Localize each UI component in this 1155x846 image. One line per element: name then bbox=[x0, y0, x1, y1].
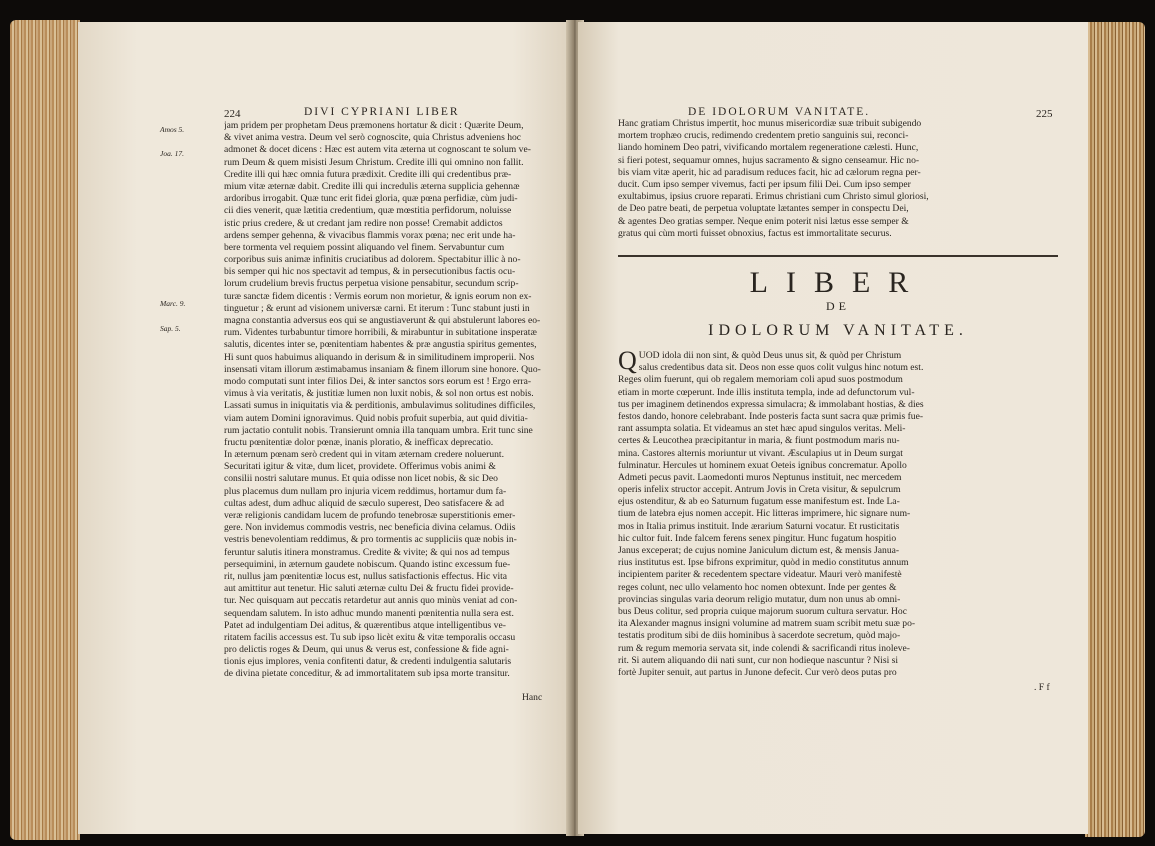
text-line: tionis ejus implores, venia confitenti datur, & credenti indulgentia salutaris bbox=[224, 656, 512, 668]
text-line: tur. Nec quisquam aut peccatis retardetur aut annis quo minùs veniat ad con- bbox=[224, 595, 518, 607]
text-line: Hi sunt quos habuimus aliquando in derisum & in similitudinem improperii. Nos bbox=[224, 351, 535, 363]
text-line: incipientem pariter & recedentem spectare videatur. Mauri verò manifestè bbox=[618, 569, 902, 581]
text-line: istic prius credere, & ut credant jam redire non posse! Cremabit addictos bbox=[224, 217, 503, 229]
text-line: & agentes Deo gratias semper. Neque enim poterit nisi lætus esse semper & bbox=[618, 215, 909, 227]
text-line: In æternum pœnam serò credent qui in vitam æternam credere noluerunt. bbox=[224, 449, 504, 461]
left-page bbox=[78, 22, 572, 834]
text-line: bus Deus colitur, sed propria cuique majorum suorum cultura servatur. Hoc bbox=[618, 605, 907, 617]
text-line: plus placemus dum nullam pro injuria vicem reddimus, hortamur dum fa- bbox=[224, 485, 507, 497]
title-de: DE bbox=[826, 299, 850, 313]
text-line: rant assumpta solatia. Et videamus an stet hæc apud singulos veritas. Meli- bbox=[618, 423, 906, 435]
text-line: sequendam salutem. In isto adhuc mundo manenti pœnitentia nulla sera est. bbox=[224, 607, 514, 619]
text-line: certes & Leucothea præcipitantur in maria, & fiunt postmodum maris nu- bbox=[618, 435, 900, 447]
text-line: ejus ostenditur, & ab eo Saturnum fugatum esse manifestum est. Inde La- bbox=[618, 496, 900, 508]
text-line: ita Alexander magnus insigni volumine ad matrem suam scribit metu suæ po- bbox=[618, 618, 916, 630]
text-line: consilii nostri salutare munus. Et quia odisse non licet nobis, & sic Deo bbox=[224, 473, 498, 485]
text-line: feruntur salutis itinera monstramus. Credite & vivite; & qui nos ad tempus bbox=[224, 546, 510, 558]
signature-mark: . F f bbox=[1034, 682, 1050, 693]
right-body-text bbox=[618, 346, 1058, 679]
text-line: bis viam vitæ aperit, hic ad paradisum reduces facit, hic ad cælorum regna per- bbox=[618, 166, 921, 178]
text-line: salus credentibus data sit. Deos non esse quos colit vulgus hinc notum est. bbox=[638, 362, 924, 374]
text-line: fructu pœnitentiæ dolor pœnæ, inanis ploratio, & inefficax deprecatio. bbox=[224, 436, 494, 448]
book-title: LIBER bbox=[749, 266, 927, 299]
text-line: operis infelix structor accepit. Antrum Jovis in Creta visitur, & sepulcrum bbox=[618, 484, 901, 496]
text-line: rum Deum & quem misisti Jesum Christum. Credite illi qui omnino non fallit. bbox=[224, 156, 524, 168]
text-line: festos dando, honore celebrabant. Inde posteris facta sunt sacra quæ primis fue- bbox=[618, 410, 924, 422]
catchword: Hanc bbox=[522, 692, 543, 703]
text-line: magna constantia adversus eos qui se angustiaverunt & qui abstulerunt labores eo- bbox=[224, 315, 541, 326]
text-line: cii dies venerit, quæ lætitia credentium, quæ mœstitia perfidorum, noluisse bbox=[224, 205, 512, 217]
text-line: de Deo patre beati, de perpetua voluptate lætantes semper in conspectu Dei, bbox=[618, 203, 909, 215]
text-line: pro delictis roges & Deum, qui unus & verus est, confessione & fide agni- bbox=[224, 644, 509, 656]
text-line: reges colunt, nec ullo velamento hoc nomen obtexunt. Inde per gentes & bbox=[618, 581, 897, 593]
text-line: Reges olim fuerunt, qui ob regalem memoriam coli apud suos postmodum bbox=[618, 374, 903, 386]
text-line: fulminatur. Hercules ut hominem exuat Oeteis ignibus concrematur. Apollo bbox=[618, 459, 907, 471]
text-line: admonet & docet dicens : Hæc est autem vita æterna ut cognoscant te solum ve- bbox=[224, 144, 531, 156]
text-line: tium de latebra ejus nomen accepit. Hic litteras imprimere, hic signare num- bbox=[618, 508, 911, 520]
text-line: vimus à via veritatis, & justitiæ lumen non luxit nobis, & sol non ortus est nobis. bbox=[224, 388, 534, 400]
text-line: ardoribus irrogabit. Quæ tunc erit fidei gloria, quæ pœna perfidiæ, cùm judi- bbox=[224, 193, 518, 205]
margin-note: Sap. 5. bbox=[160, 324, 181, 333]
text-line: jam pridem per prophetam Deus præmonens hortatur & dicit : Quærite Deum, bbox=[224, 120, 524, 131]
text-line: mina. Castores alternis moriuntur ut vivant. Æsculapius ut in Deum surgat bbox=[618, 447, 903, 459]
margin-note: Joa. 17. bbox=[160, 149, 184, 158]
text-line: vestris benevolentiam reddimus, & pro tormentis ac suppliciis quæ nobis in- bbox=[224, 534, 517, 546]
text-line: de divina pietate conceditur, & ad immortalitatem sub ipsa morte transitur. bbox=[224, 668, 510, 680]
text-line: ritatem facilis accessus est. Tu sub ipso licèt exitu & vitæ temporalis occasu bbox=[224, 631, 516, 643]
text-line: fortè Jupiter senuit, aut partus in Junone defecit. Cur verò deos putas pro bbox=[618, 666, 897, 678]
text-line: bere tormenta vel requiem possint aliquando vel finem. Servabuntur cum bbox=[224, 241, 505, 253]
text-line: Patet ad indulgentiam Dei aditus, & quærentibus atque intelligentibus ve- bbox=[224, 619, 506, 631]
text-line: bis semper qui hic nos spectavit ad tempus, & in persecutionibus factis ocu- bbox=[224, 266, 516, 278]
book-subtitle: IDOLORUM VANITATE. bbox=[708, 322, 968, 339]
text-line: provincias singulas varia deorum religio mutatur, dum non unus ab omni- bbox=[618, 593, 901, 605]
text-line: Hanc gratiam Christus impertit, hoc munus misericordiæ suæ tribuit subigendo bbox=[618, 118, 922, 129]
drop-cap: Q bbox=[618, 346, 637, 375]
text-line: Lassati sumus in iniquitatis via & perditionis, ambulavimus solitudines difficiles, bbox=[224, 400, 536, 412]
text-line: viam autem Domini ignoravimus. Quid nobis profuit superbia, aut quid divitia- bbox=[224, 412, 528, 424]
text-line: liando hominem Deo patri, vivificando mortalem regeneratione cælesti. Hunc, bbox=[618, 142, 919, 154]
text-line: Janus exceperat; de cujus nomine Janiculum dictum est, & mensis Janua- bbox=[618, 545, 900, 556]
text-line: mortem trophæo crucis, redimendo credentem pretio sanguinis sui, reconci- bbox=[618, 130, 909, 142]
text-line: mium vitæ æternæ dabit. Credite illi qui incredulis æterna supplicia gehennæ bbox=[224, 180, 520, 192]
text-line: Credite illi qui hæc omnia futura prædixit. Credite illi qui credentibus præ- bbox=[224, 168, 512, 180]
text-line: salutis, dicentes inter se, pœnitentiam habentes & præ angustia spiritus gementes, bbox=[224, 339, 537, 351]
left-text-block bbox=[160, 120, 569, 681]
text-line: ducit. Cum ipso semper vivemus, facti per ipsum filii Dei. Cum ipso semper bbox=[618, 178, 911, 190]
text-line: corporibus suis animæ infinitis cruciatibus ad dolorem. Spectabitur illic à no- bbox=[224, 254, 521, 266]
text-line: turæ sanctæ fidem dicentis : Vermis eorum non morietur, & ignis eorum non ex- bbox=[224, 290, 532, 302]
text-line: insensati vitam illorum æstimabamus insaniam & finem illorum sine honore. Quo- bbox=[224, 363, 541, 375]
text-line: rit, nullus jam pœnitentiæ locus est, nullus satisfactionis effectus. Hic vita bbox=[224, 570, 508, 582]
text-line: rius institutus est. Ipse bifrons exprimitur, quòd in medio constitutus annum bbox=[618, 557, 909, 569]
text-line: Securitati igitur & vitæ, dum licet, providete. Offerimus vobis animi & bbox=[224, 461, 496, 473]
text-line: rum. Videntes turbabuntur timore horribili, & mirabuntur in subitatione insperatæ bbox=[224, 327, 537, 339]
text-line: modo computati sunt inter filios Dei, & inter sanctos sors eorum est ! Ergo erra- bbox=[224, 375, 532, 387]
text-line: mos in Italia primus instituit. Inde ærarium Saturni vocatur. Et rusticitatis bbox=[618, 520, 900, 532]
section-rule bbox=[618, 255, 1058, 257]
text-line: persequimini, in æternum gaudete nobiscum. Quando istinc excessum fue- bbox=[224, 558, 511, 570]
text-line: rit. Si autem aliquando dii nati sunt, cur non hodieque nascuntur ? Nisi si bbox=[618, 654, 899, 666]
running-head: DIVI CYPRIANI LIBER bbox=[304, 106, 460, 118]
text-line: cultas adest, dum adhuc aliquid de sæculo superest, Deo satisfacere & ad bbox=[224, 497, 504, 509]
text-line: lorum crudelium brevis fructus perpetua visione pensabitur, secundum scrip- bbox=[224, 278, 519, 290]
margin-note: Amos 5. bbox=[160, 125, 185, 134]
text-line: rum & regum memoria servata sit, inde colendi & sacrificandi ritus inoleve- bbox=[618, 642, 910, 654]
text-line: testatis proditum sibi de diis hominibus à sacerdote secretum, quòd majo- bbox=[618, 630, 901, 642]
text-line: hic cultor fuit. Inde falcem ferens senex pingitur. Hunc fugatum hospitio bbox=[618, 532, 897, 544]
text-line: gere. Non invidemus commodis vestris, nec beneficia divina celamus. Odiis bbox=[224, 522, 516, 534]
text-line: ardens semper gehenna, & vivacibus flammis vorax pœna; nec erit unde ha- bbox=[224, 229, 516, 241]
text-line: & vivet anima vestra. Deum vel serò cognoscite, quia Christus adveniens hoc bbox=[224, 132, 522, 144]
running-head: DE IDOLORUM VANITATE. bbox=[688, 106, 871, 118]
text-line: tinguetur ; & erunt ad visionem universæ carni. Et iterum : Tunc stabunt justi in bbox=[224, 302, 530, 314]
text-line: rum jactatio contulit nobis. Transierunt omnia illa tanquam umbra. Erit tunc sine bbox=[224, 424, 533, 436]
left-page-edges bbox=[10, 20, 80, 840]
text-line: aut amittitur aut tenetur. Hic saluti æternæ cultu Dei & fructu fidei provide- bbox=[224, 583, 514, 595]
text-line: gratus qui cùm morti fuisset obnoxius, factus est immortalitate securus. bbox=[618, 227, 892, 239]
text-line: etiam in morte cœperunt. Inde illis instituta templa, inde ad defunctorum vul- bbox=[618, 386, 915, 398]
text-line: tus per imaginem detinendos expressa simulacra; & immolabant hostias, & dies bbox=[618, 398, 924, 410]
right-page-edges bbox=[1085, 22, 1145, 837]
text-line: exultabimus, ipsius cruore reparati. Erimus christiani cum Christo simul gloriosi, bbox=[618, 191, 929, 203]
page-number: 224 bbox=[224, 108, 241, 120]
text-line: si fieri potest, sequamur omnes, hujus sacramento & signo censeamur. Hic no- bbox=[618, 154, 920, 166]
margin-note: Marc. 9. bbox=[160, 299, 186, 308]
text-line: UOD idola dii non sint, & quòd Deus unus sit, & quòd per Christum bbox=[638, 350, 902, 361]
page-number: 225 bbox=[1036, 108, 1053, 120]
text-line: veræ religionis candidam lucem de profundo tenebrosæ superstitionis emer- bbox=[224, 510, 516, 521]
right-top-text bbox=[618, 118, 1058, 240]
right-page bbox=[578, 22, 1088, 834]
text-line: Admeti pecus pavit. Laomedonti muros Neptunus instituit, nec mercedem bbox=[618, 471, 902, 483]
